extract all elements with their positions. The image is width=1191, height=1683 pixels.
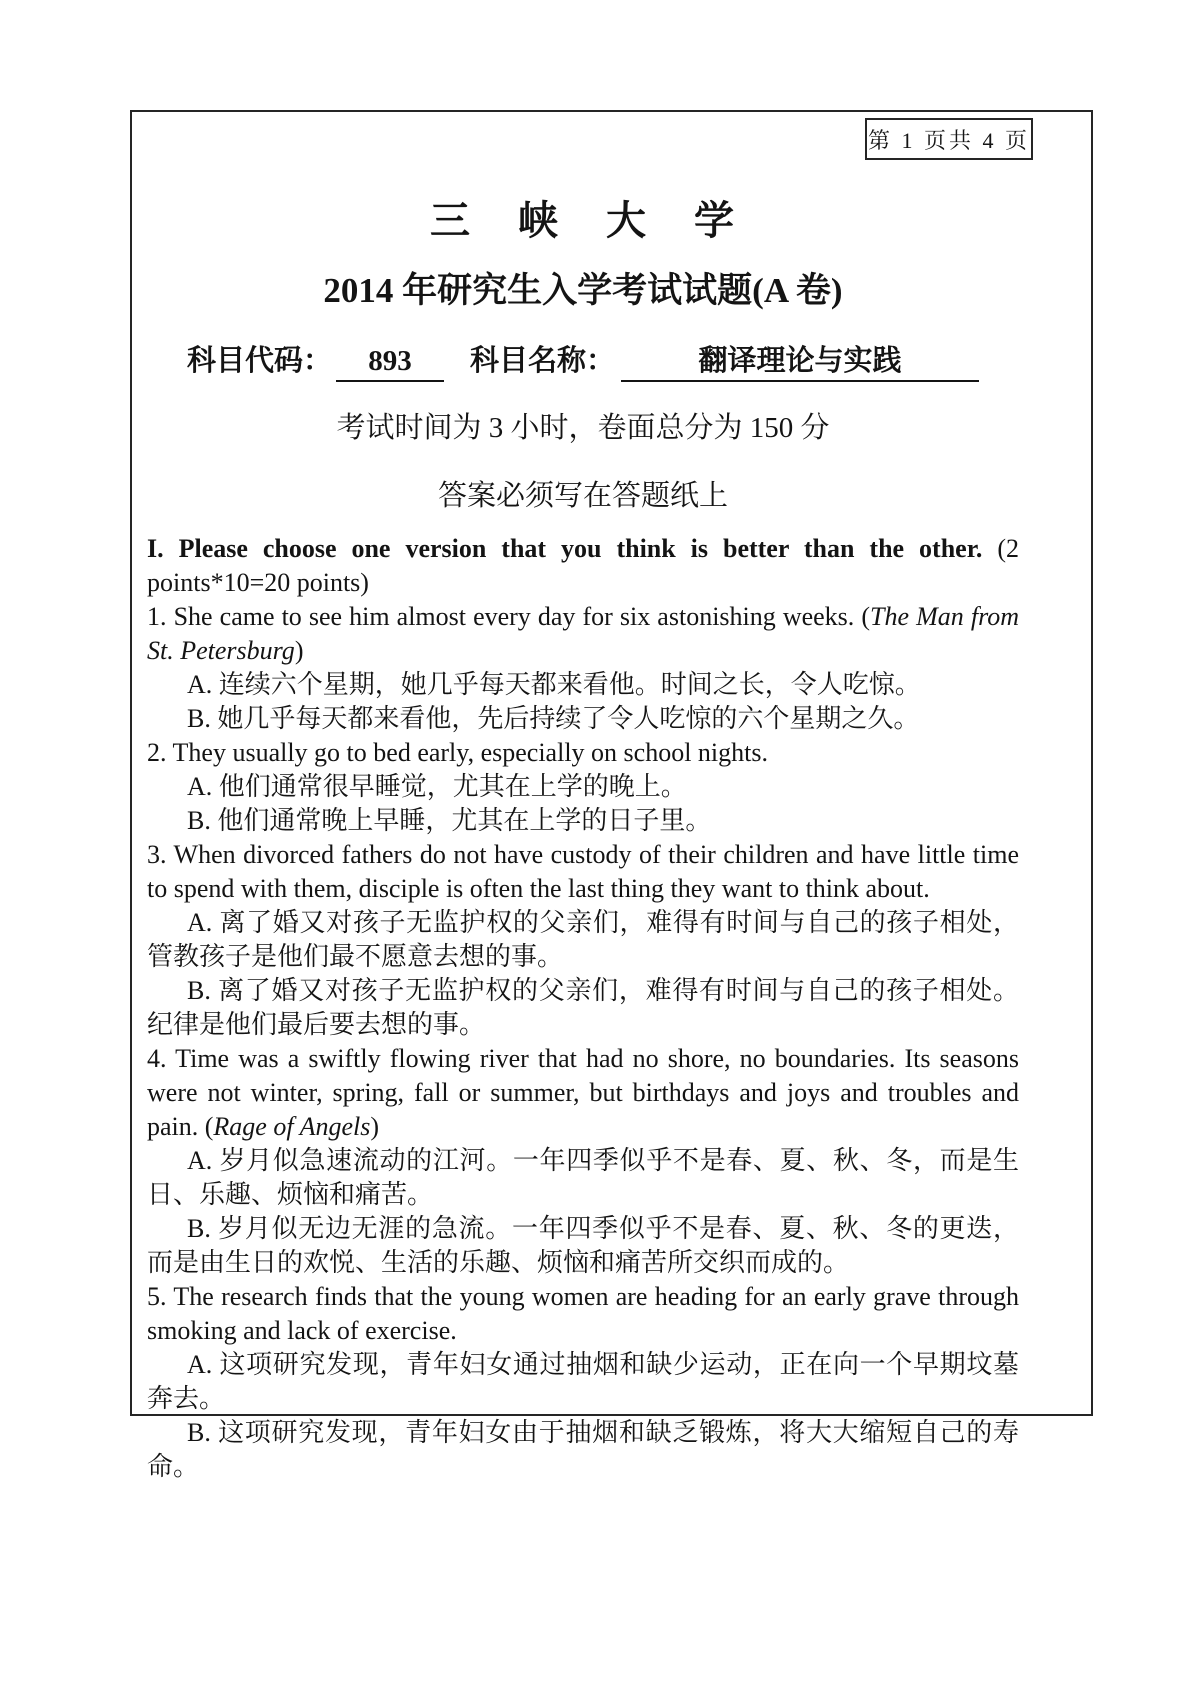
question-number: 3.	[147, 840, 174, 869]
answer-option-a: A. 他们通常很早睡觉，尤其在上学的晚上。	[187, 772, 687, 801]
section-heading	[147, 532, 1019, 600]
question-stem	[147, 736, 1019, 770]
question-stem-text: Time was a swiftly flowing river that had no shore, no boundaries. Its seasons were not winter, spring, fall or summer, but birthdays and joys and troubles and pain. (	[147, 1044, 1019, 1141]
answer-option-a: A. 离了婚又对孩子无监护权的父亲们，难得有时间与自己的孩子相处，管教孩子是他们最不愿意去想的事。	[147, 908, 1019, 971]
page-number-text: 第 1 页共 4 页	[867, 127, 1030, 153]
answer-option-a: A. 连续六个星期，她几乎每天都来看他。时间之长，令人吃惊。	[187, 670, 921, 699]
question-stem	[147, 838, 1019, 906]
questions-list	[147, 600, 1019, 1484]
subject-code-label: 科目代码：	[186, 345, 332, 377]
question-stem	[147, 1280, 1019, 1348]
answer-option-b: B. 离了婚又对孩子无监护权的父亲们，难得有时间与自己的孩子相处。纪律是他们最后要去想的事。	[147, 976, 1019, 1039]
answer-option-b: B. 这项研究发现，青年妇女由于抽烟和缺乏锻炼，将大大缩短自己的寿命。	[147, 1418, 1019, 1481]
question-number: 4.	[147, 1044, 176, 1073]
answer-option-a: A. 这项研究发现，青年妇女通过抽烟和缺少运动，正在向一个早期坟墓奔去。	[147, 1350, 1019, 1413]
question-stem	[147, 1042, 1019, 1144]
section-heading-points: (2 points*10=20 points)	[147, 534, 1019, 597]
subject-name-value: 翻译理论与实践	[621, 342, 979, 382]
exam-content	[132, 112, 1091, 1484]
page-border	[130, 110, 1093, 1481]
question-stem-text: They usually go to bed early, especially on school nights.	[172, 738, 768, 767]
answer-option-b: B. 他们通常晚上早睡，尤其在上学的日子里。	[187, 806, 712, 835]
question-number: 2.	[147, 738, 173, 767]
page-number-box	[865, 118, 1033, 160]
question-number: 1.	[147, 602, 174, 631]
subject-line	[147, 340, 1019, 382]
question-stem-text: The research finds that the young women are heading for an early grave through smoking and lack of exercise.	[147, 1282, 1020, 1345]
answer-notice: 答案必须写在答题纸上	[437, 480, 728, 512]
question-source-title: The Man from St. Petersburg	[147, 602, 1020, 665]
question-source-title: Rage of Angels	[213, 1112, 371, 1141]
university-title: 三 峡 大 学	[430, 198, 736, 243]
question-stem	[147, 600, 1019, 668]
question-stem-text: When divorced fathers do not have custody of their children and have little time to spend with them, disciple is often the last thing they want to think about.	[147, 840, 1020, 903]
question-stem-text: )	[294, 636, 304, 665]
subject-code-value: 893	[336, 342, 444, 382]
answer-option-b: B. 岁月似无边无涯的急流。一年四季似乎不是春、夏、秋、冬的更迭，而是由生日的欢悦、生活的乐趣、烦恼和痛苦所交织而成的。	[147, 1214, 1019, 1277]
question-stem-text: )	[370, 1112, 380, 1141]
section-heading-bold: I. Please choose one version that you think is better than the other.	[147, 534, 983, 563]
question-stem-text: She came to see him almost every day for six astonishing weeks. (	[173, 602, 871, 631]
question-number: 5.	[147, 1282, 174, 1311]
exam-duration-line: 考试时间为 3 小时，卷面总分为 150 分	[336, 412, 830, 444]
answer-option-b: B. 她几乎每天都来看他，先后持续了令人吃惊的六个星期之久。	[187, 704, 920, 733]
answer-option-a: A. 岁月似急速流动的江河。一年四季似乎不是春、夏、秋、冬，而是生日、乐趣、烦恼和痛苦。	[147, 1146, 1019, 1209]
subject-name-label: 科目名称：	[470, 345, 616, 377]
exam-title: 2014 年研究生入学考试试题(A 卷)	[323, 271, 843, 310]
